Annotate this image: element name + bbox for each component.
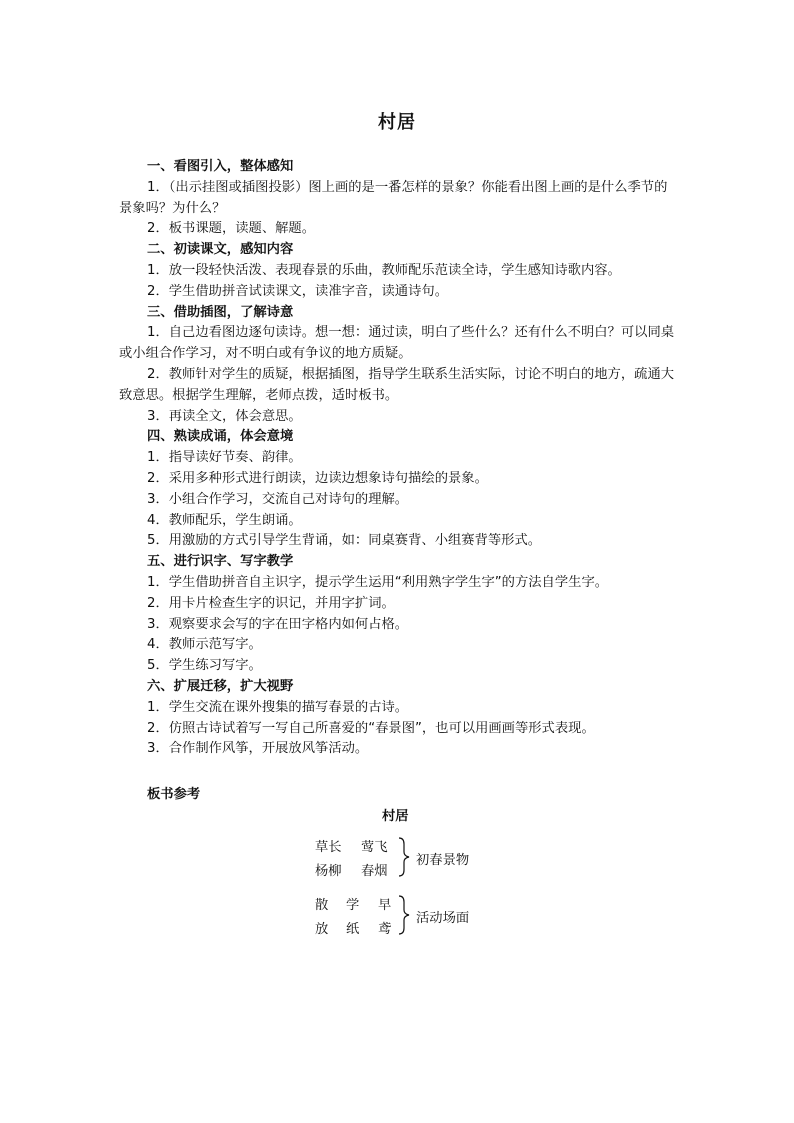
section-heading: 三、借助插图，了解诗意 [147,304,294,320]
board-word: 早 [378,898,392,913]
board-label: 板书参考 [147,787,201,802]
board-note: 初春景物 [416,853,470,868]
list-item: 2．采用多种形式进行朗读，边读边想象诗句描绘的景象。 [147,470,488,486]
list-item: 1．指导读好节奏、韵律。 [147,450,302,466]
list-item: 2．用卡片检查生字的识记，并用字扩词。 [147,595,395,611]
list-item: 1．学生交流在课外搜集的描写春景的古诗。 [147,699,409,715]
list-item: 3．观察要求会写的字在田字格内如何占格。 [147,616,409,632]
list-item: 3．小组合作学习，交流自己对诗句的理解。 [147,491,409,507]
document-title: 村居 [378,112,416,133]
section-heading: 一、看图引入，整体感知 [147,159,294,174]
brace-icon [396,894,412,936]
board-word: 鸢 [378,922,392,937]
board-word: 纸 [346,922,360,937]
list-item: 2．教师针对学生的质疑，根据插图，指导学生联系生活实际，讨论不明白的地方，疏通大致意思。根据学生理解，老师点拨，适时板书。 [119,366,675,403]
list-item: 1．（出示挂图或插图投影）图上画的是一番怎样的景象？你能看出图上画的是什么季节的景象吗？为什么？ [119,179,668,216]
list-item: 1．放一段轻快活泼、表现春景的乐曲，教师配乐范读全诗，学生感知诗歌内容。 [147,262,621,278]
section-heading: 二、初读课文，感知内容 [147,242,294,258]
board-word: 散 [315,898,329,913]
list-item: 3．再读全文，体会意思。 [147,408,302,424]
board-title: 村居 [382,809,409,824]
list-item: 4．教师配乐，学生朗诵。 [147,512,302,528]
list-item: 1．学生借助拼音自主识字，提示学生运用“利用熟字学生字”的方法自学生字。 [147,574,609,590]
list-item: 2．板书课题，读题、解题。 [147,221,316,237]
board-word: 杨柳 [315,864,342,879]
board-note: 活动场面 [416,911,470,926]
section-heading: 四、熟读成诵，体会意境 [147,429,294,445]
board-word: 草长 [315,840,342,855]
board-word: 学 [346,898,360,913]
list-item: 2．学生借助拼音试读课文，读准字音，读通诗句。 [147,283,448,299]
board-word: 莺飞 [361,840,388,855]
list-item: 5．学生练习写字。 [147,658,262,674]
list-item: 3．合作制作风筝，开展放风筝活动。 [147,741,369,757]
board-word: 放 [315,922,329,937]
list-item: 5．用激励的方式引导学生背诵，如：同桌赛背、小组赛背等形式。 [147,533,542,549]
section-heading: 五、进行识字、写字教学 [147,554,294,570]
brace-icon [396,836,412,878]
list-item: 2．仿照古诗试着写一写自己所喜爱的“春景图”，也可以用画画等形式表现。 [147,720,595,736]
list-item: 4．教师示范写字。 [147,637,262,653]
section-heading: 六、扩展迁移，扩大视野 [147,678,294,694]
list-item: 1．自己边看图边逐句读诗。想一想：通过读，明白了些什么？还有什么不明白？可以同桌或小组合作学习，对不明白或有争议的地方质疑。 [119,325,675,362]
board-word: 春烟 [361,864,388,879]
